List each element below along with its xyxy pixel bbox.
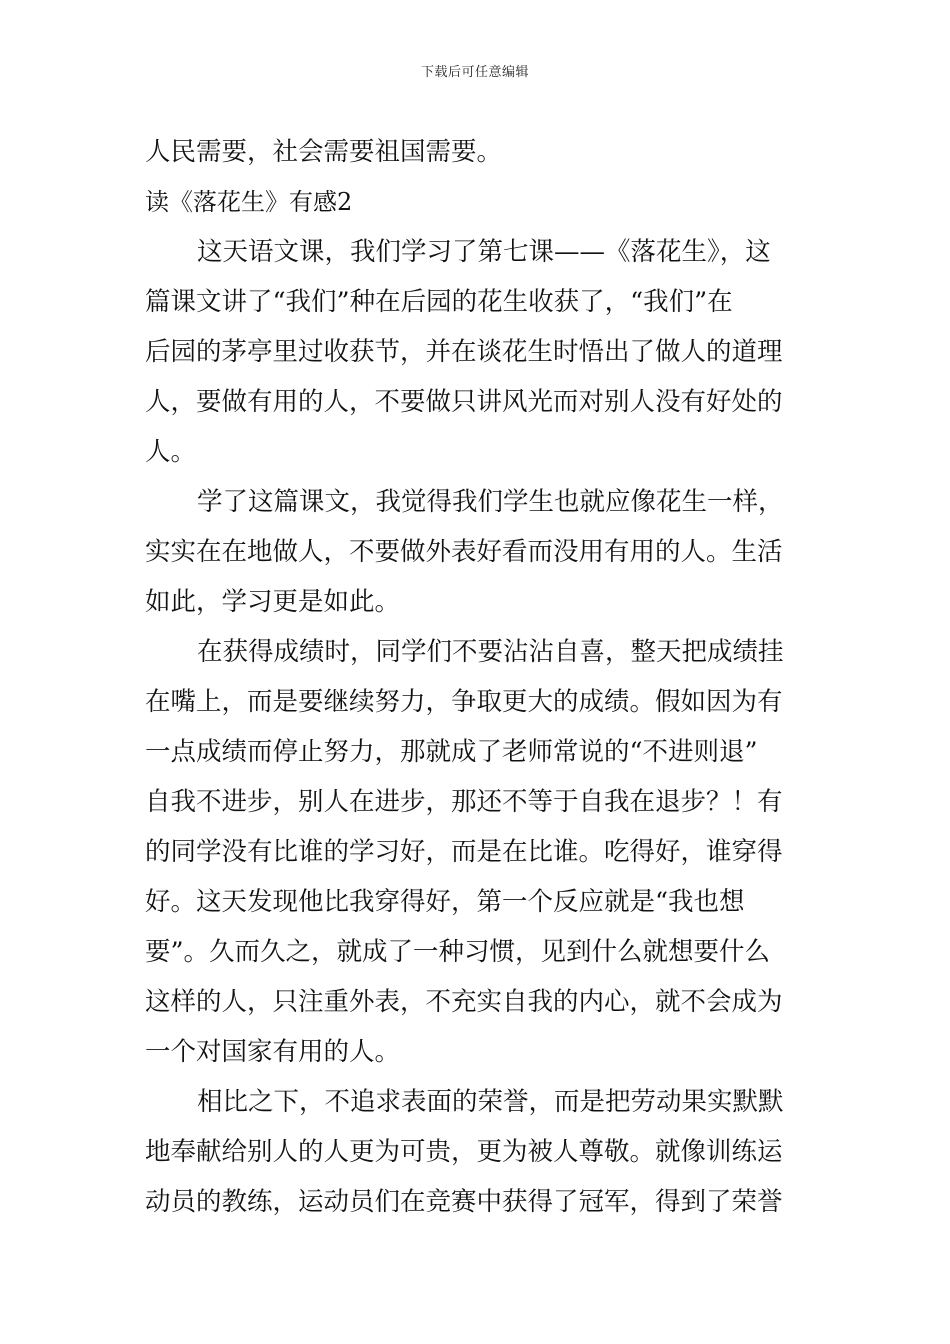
text-line: 如此，学习更是如此。 [145, 587, 401, 617]
text-line: 自我不进步，别人在进步，那还不等于自我在退步？！有 [145, 787, 783, 817]
text-line: 要”。久而久之，就成了一种习惯，见到什么就想要什么 [145, 937, 771, 967]
text-line: 在获得成绩时，同学们不要沾沾自喜，整天把成绩挂 [197, 637, 784, 667]
text-line: 篇课文讲了“我们”种在后园的花生收获了，“我们”在 [145, 287, 733, 317]
page-header: 下载后可任意编辑 [420, 65, 529, 80]
text-line: 这天语文课，我们学习了第七课——《落花生》，这 [197, 237, 771, 267]
text-line: 好。这天发现他比我穿得好，第一个反应就是“我也想 [145, 887, 745, 917]
document-body [145, 127, 807, 1227]
text-line: 一点成绩而停止努力，那就成了老师常说的“不进则退” [145, 737, 758, 767]
text-line: 地奉献给别人的人更为可贵，更为被人尊敬。就像训练运 [145, 1137, 783, 1167]
text-line: 人，要做有用的人，不要做只讲风光而对别人没有好处的 [145, 387, 783, 417]
text-line: 人民需要，社会需要祖国需要。 [145, 137, 503, 167]
text-line: 这样的人，只注重外表，不充实自我的内心，就不会成为 [145, 987, 783, 1017]
text-line: 一个对国家有用的人。 [145, 1037, 401, 1067]
text-line: 实实在在地做人，不要做外表好看而没用有用的人。生活 [145, 537, 783, 567]
text-line: 在嘴上，而是要继续努力，争取更大的成绩。假如因为有 [145, 687, 783, 717]
text-line: 人。 [145, 437, 197, 467]
section-title: 读《落花生》有感2 [145, 188, 353, 216]
text-line: 的同学没有比谁的学习好，而是在比谁。吃得好，谁穿得 [145, 837, 783, 867]
text-line: 相比之下，不追求表面的荣誉，而是把劳动果实默默 [197, 1087, 784, 1117]
text-line: 后园的茅亭里过收获节，并在谈花生时悟出了做人的道理 [145, 337, 783, 367]
text-line: 动员的教练，运动员们在竞赛中获得了冠军，得到了荣誉 [145, 1187, 783, 1217]
text-line: 学了这篇课文，我觉得我们学生也就应像花生一样， [197, 487, 784, 517]
